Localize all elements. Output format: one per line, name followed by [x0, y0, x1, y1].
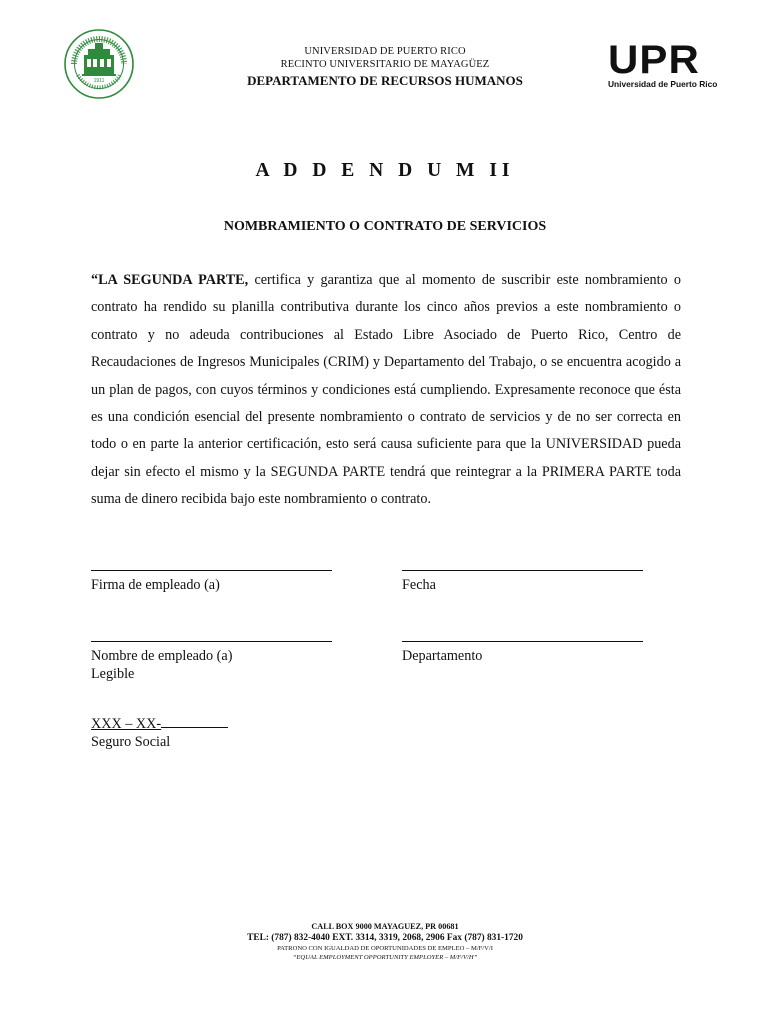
- department-line[interactable]: [402, 641, 643, 642]
- footer-employer-statement: PATRONO CON IGUALDAD DE OPORTUNIDADES DE EMPLEO – M/F/V/I: [277, 945, 493, 952]
- svg-text:1911: 1911: [93, 78, 105, 84]
- upr-logo-subtitle: Universidad de Puerto Rico: [608, 79, 718, 89]
- employee-signature-line[interactable]: [91, 570, 332, 571]
- date-line[interactable]: [402, 570, 643, 571]
- department-name: DEPARTAMENTO DE RECURSOS HUMANOS: [247, 73, 523, 88]
- employee-name-label: Nombre de empleado (a): [91, 648, 233, 664]
- university-name: UNIVERSIDAD DE PUERTO RICO: [304, 46, 466, 57]
- paragraph-body: certifica y garantiza que al momento de suscribir este nombramiento o contrato ha rendido su planilla contributiva durante los cinco años previos a este nombramiento o contrato y no adeuda contribuciones al Estado Libre Asociado de Puerto Rico, Centro de Recaudaciones de Ingresos Municipales (CRIM) y Departamento del Trabajo, o se encuentra acogido a un plan de pagos, con cuyos términos y condiciones está cumpliendo. Expresamente reconoce que ésta es una condición esencial del presente nombramiento o contrato de servicios y de no ser correcta en todo o en parte la anterior certificación, esto será causa suficiente para que la UNIVERSIDAD pueda dejar sin efecto el mismo y la SEGUNDA PARTE tendrá que reintegrar a la PRIMERA PARTE toda suma de dinero recibida bajo este nombramiento o contrato.: [91, 272, 682, 508]
- footer-eeo-statement: “EQUAL EMPLOYMENT OPPORTUNITY EMPLOYER – M/F/V/H”: [292, 954, 478, 961]
- department-label: Departamento: [402, 648, 483, 664]
- legible-label: Legible: [91, 666, 135, 682]
- employee-name-block: [91, 641, 332, 683]
- ssn-prefix: XXX – XX-: [91, 716, 162, 732]
- employee-signature-block: [91, 570, 332, 594]
- employee-signature-label: Firma de empleado (a): [91, 577, 220, 593]
- employee-name-line[interactable]: [91, 641, 332, 642]
- paragraph-lead: “LA SEGUNDA PARTE,: [91, 272, 249, 288]
- ssn-field[interactable]: [161, 713, 228, 728]
- document-title: A D D E N D U M II: [255, 160, 515, 181]
- date-block: [402, 570, 643, 594]
- date-label: Fecha: [402, 577, 436, 593]
- campus-name: RECINTO UNIVERSITARIO DE MAYAGÜEZ: [280, 59, 490, 70]
- ssn-label: Seguro Social: [91, 734, 171, 750]
- social-security-block: [91, 713, 228, 751]
- department-block: [402, 641, 643, 665]
- document-subtitle: NOMBRAMIENTO O CONTRATO DE SERVICIOS: [223, 219, 547, 234]
- footer-phone: TEL: (787) 832-4040 EXT. 3314, 3319, 2068, 2906 Fax (787) 831-1720: [247, 933, 523, 943]
- footer-address: CALL BOX 9000 MAYAGUEZ, PR 00681: [311, 922, 459, 931]
- upr-logo-letters: UPR: [608, 38, 700, 82]
- certification-paragraph: [91, 267, 681, 514]
